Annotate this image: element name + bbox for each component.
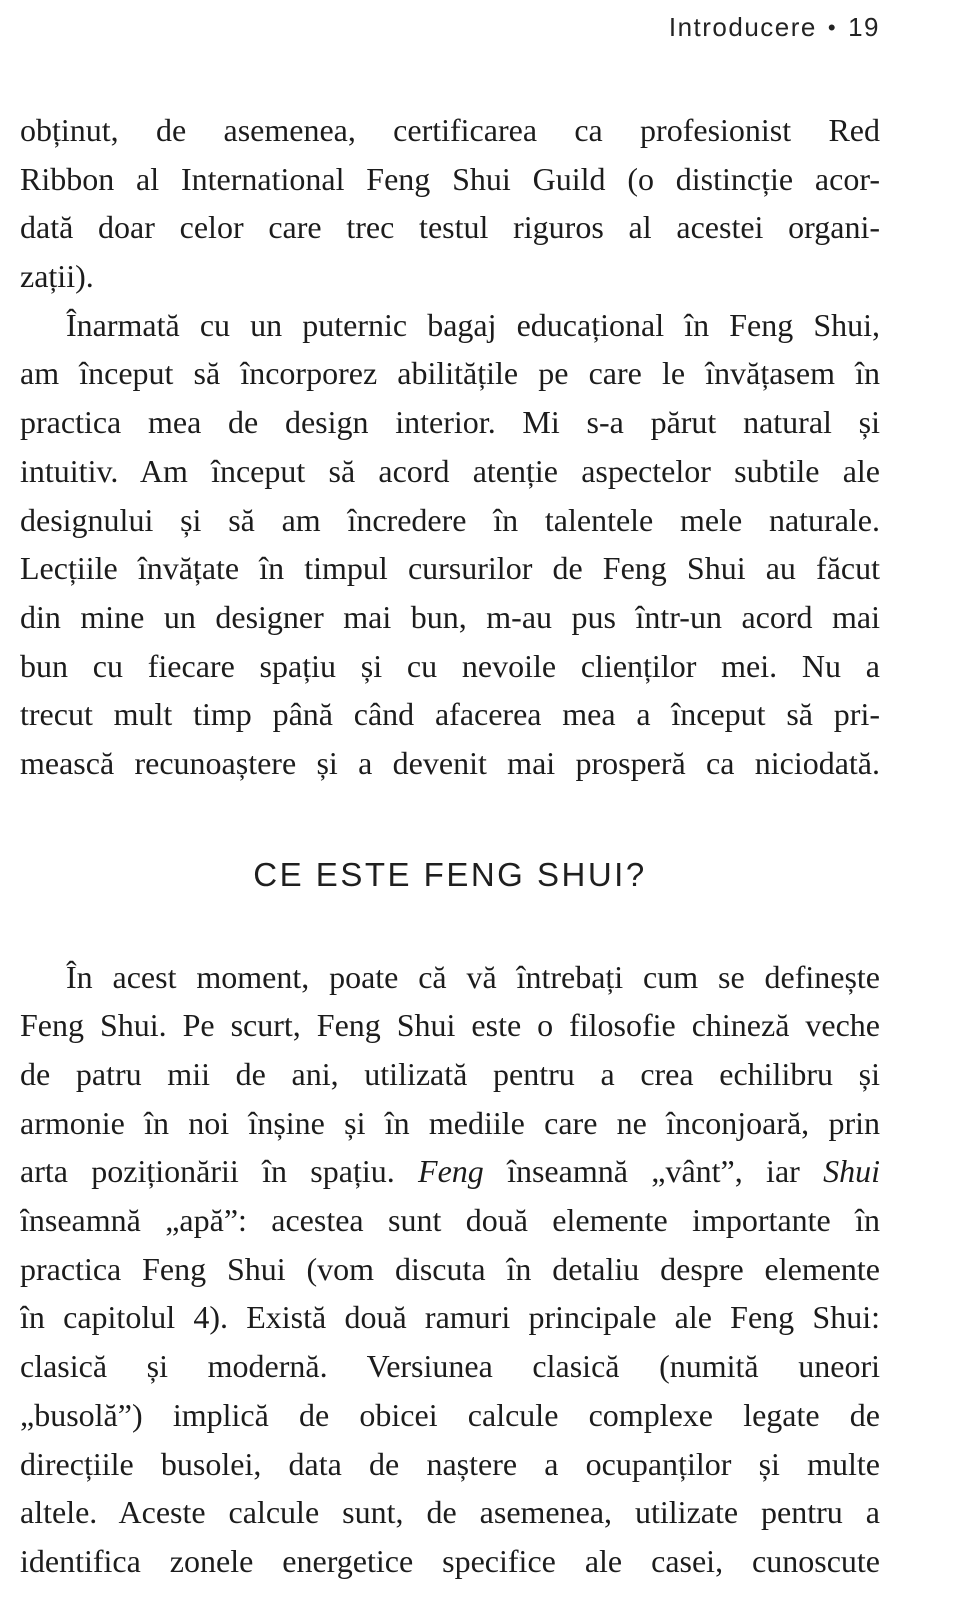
text-line [20, 447, 880, 496]
text-segment: înseamnă „apă”: acestea sunt două elemente importante în [20, 1202, 880, 1239]
text-line [20, 1391, 880, 1440]
text-line [20, 739, 880, 788]
text-segment: mească recunoaștere și a devenit mai prosperă ca niciodată. [20, 744, 880, 781]
italic-term: Shui [823, 1153, 880, 1190]
text-segment: În acest moment, poate că vă întrebați cum se definește [66, 958, 880, 995]
bullet-separator: • [827, 15, 838, 40]
text-segment: „busolă”) implică de obicei calcule complexe legate de [20, 1396, 880, 1433]
text-line [20, 398, 880, 447]
text-segment: Lecțiile învățate în timpul cursurilor de Feng Shui au făcut [20, 550, 880, 587]
text-line [20, 349, 880, 398]
text-segment: designului și să am încredere în talentele mele naturale. [20, 501, 880, 538]
paragraph [20, 953, 880, 1586]
text-line [20, 1245, 880, 1294]
text-segment: în capitolul 4). Există două ramuri principale ale Feng Shui: [20, 1299, 880, 1336]
text-segment: zații). [20, 258, 94, 295]
text-segment: direcțiile busolei, data de naștere a ocupanților și multe [20, 1445, 880, 1482]
text-line [20, 155, 880, 204]
italic-term: Feng [418, 1153, 484, 1190]
page-body [20, 106, 880, 1586]
text-line [20, 252, 880, 301]
text-line [20, 1147, 880, 1196]
text-line [20, 642, 880, 691]
text-line [20, 301, 880, 350]
text-line [20, 203, 880, 252]
text-line [20, 1001, 880, 1050]
text-segment: intuitiv. Am început să acord atenție aspectelor subtile ale [20, 452, 880, 489]
text-segment: din mine un designer mai bun, m-au pus într-un acord mai [20, 598, 880, 635]
text-line [20, 1099, 880, 1148]
page-number: 19 [848, 12, 880, 42]
text-line [20, 496, 880, 545]
paragraph [20, 301, 880, 788]
text-line [20, 1537, 880, 1586]
text-segment: Feng Shui. Pe scurt, Feng Shui este o filosofie chineză veche [20, 1007, 880, 1044]
text-segment: identifica zonele energetice specifice ale casei, cunoscute [20, 1542, 880, 1579]
text-line [20, 953, 880, 1002]
text-line [20, 1342, 880, 1391]
text-segment: altele. Aceste calcule sunt, de asemenea, utilizate pentru a [20, 1494, 880, 1531]
text-line [20, 106, 880, 155]
text-line [20, 544, 880, 593]
text-segment: trecut mult timp până când afacerea mea a început să pri- [20, 696, 880, 733]
text-segment: bun cu fiecare spațiu și cu nevoile clienților mei. Nu a [20, 647, 880, 684]
text-line [20, 690, 880, 739]
text-segment: am început să încorporez abilitățile pe care le învățasem în [20, 355, 880, 392]
text-segment: înseamnă „vânt”, iar [483, 1153, 824, 1190]
text-segment: practica mea de design interior. Mi s-a părut natural și [20, 404, 880, 441]
text-line [20, 593, 880, 642]
text-segment: Înarmată cu un puternic bagaj educațional în Feng Shui, [66, 306, 880, 343]
text-segment: dată doar celor care trec testul riguros al acestei organi- [20, 209, 880, 246]
text-segment: practica Feng Shui (vom discuta în detaliu despre elemente [20, 1250, 880, 1287]
page-header [669, 12, 880, 43]
text-line [20, 1050, 880, 1099]
text-line [20, 1293, 880, 1342]
chapter-title: Introducere [668, 12, 817, 42]
text-segment: Ribbon al International Feng Shui Guild (o distincție acor- [20, 160, 880, 197]
text-line [20, 1488, 880, 1537]
text-segment: de patru mii de ani, utilizată pentru a crea echilibru și [20, 1056, 880, 1092]
paragraph [20, 106, 880, 301]
text-line [20, 1440, 880, 1489]
text-segment: clasică și modernă. Versiunea clasică (numită uneori [20, 1348, 880, 1385]
text-segment: arta poziționării în spațiu. [20, 1153, 419, 1190]
section-heading: CE ESTE FENG SHUI? [253, 855, 647, 893]
text-segment: obținut, de asemenea, certificarea ca profesionist Red [20, 112, 880, 148]
text-segment: armonie în noi înșine și în mediile care ne înconjoară, prin [20, 1104, 880, 1141]
text-line [20, 1196, 880, 1245]
